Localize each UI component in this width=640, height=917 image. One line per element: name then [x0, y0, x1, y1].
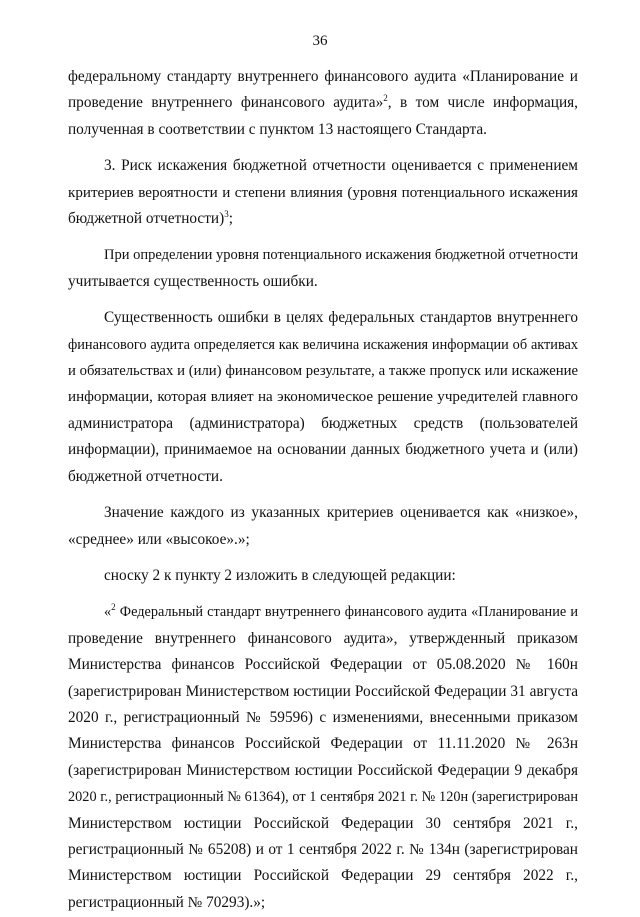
- text-fragment: , в том числе информация,: [387, 94, 578, 112]
- text-line: «среднее» или «высокое».»;: [68, 530, 250, 548]
- text-line: сноску 2 к пункту 2 изложить в следующей редакции:: [104, 566, 456, 584]
- document-body: [68, 64, 578, 916]
- text-fragment: ;: [228, 210, 233, 228]
- text-line: регистрационный № 70293).»;: [68, 893, 266, 911]
- text-line: 2020 г., регистрационный № 59596) с изменениями, внесенными приказом: [68, 708, 578, 726]
- paragraph-materiality-definition: [68, 305, 578, 490]
- text-line: и обязательствах и (или) финансовом результате, а также пропуск или искажение: [68, 363, 578, 380]
- text-line: бюджетной отчетности.: [68, 467, 223, 485]
- text-line: [68, 90, 578, 116]
- text-line: информации), принимаемое на основании данных бюджетного учета и (или): [68, 441, 578, 459]
- text-line: администратора (администратора) бюджетных средств (пользователей: [68, 414, 578, 432]
- page-number: 36: [312, 33, 328, 49]
- paragraph-footnote-text: [68, 599, 578, 916]
- text-line: федеральному стандарту внутреннего финансового аудита «Планирование и: [68, 68, 578, 85]
- text-fragment: бюджетной отчетности): [68, 210, 225, 228]
- text-line: полученная в соответствии с пунктом 13 настоящего Стандарта.: [68, 120, 487, 138]
- text-line: Министерством юстиции Российской Федерации 29 сентября 2022 г.,: [68, 867, 578, 885]
- text-line: информации, которая влияет на экономическое решение учредителей главного: [68, 389, 578, 406]
- text-line: (зарегистрирован Министерством юстиции Российской Федерации 31 августа: [68, 682, 578, 700]
- text-line: [68, 206, 578, 232]
- text-line: Значение каждого из указанных критериев оценивается как «низкое»,: [104, 504, 578, 522]
- text-line: 2020 г., регистрационный № 61364), от 1 сентября 2021 г. № 120н (зарегистрирован: [68, 789, 578, 806]
- footnote-ref: 3: [224, 208, 229, 219]
- text-line: (зарегистрирован Министерством юстиции Российской Федерации 9 декабря: [68, 761, 578, 779]
- text-line: 3. Риск искажения бюджетной отчетности оценивается с применением: [104, 157, 578, 175]
- text-line: регистрационный № 65208) и от 1 сентября 2022 г. № 134н (зарегистрирован: [68, 840, 578, 858]
- text-line: проведение внутреннего финансового аудита», утвержденный приказом: [68, 629, 578, 647]
- text-line: Министерства финансов Российской Федерации от 11.11.2020 № 263н: [68, 735, 578, 753]
- paragraph-continuation: [68, 64, 578, 143]
- text-line: учитывается существенность ошибки.: [68, 272, 318, 290]
- text-fragment: Федеральный стандарт внутреннего финансового аудита «Планирование и: [115, 604, 578, 621]
- text-fragment: проведение внутреннего финансового аудита»: [68, 94, 384, 112]
- paragraph-risk-assessment: [68, 153, 578, 232]
- text-line: финансового аудита определяется как величина искажения информации об активах: [68, 336, 578, 353]
- footnote-ref: 2: [111, 602, 116, 613]
- footnote-ref: 2: [383, 93, 388, 104]
- text-line: Министерством юстиции Российской Федерации 30 сентября 2021 г.,: [68, 814, 578, 832]
- paragraph-materiality-intro: [68, 242, 578, 295]
- text-fragment: «: [104, 604, 112, 621]
- paragraph-criteria-values: [68, 500, 578, 553]
- text-line: критериев вероятности и степени влияния (уровня потенциального искажения: [68, 184, 578, 201]
- text-line: [68, 599, 578, 625]
- text-line: Министерства финансов Российской Федерации от 05.08.2020 № 160н: [68, 656, 578, 674]
- text-line: Существенность ошибки в целях федеральных стандартов внутреннего: [104, 309, 578, 327]
- paragraph-footnote-instruction: [68, 563, 578, 589]
- text-line: При определении уровня потенциального искажения бюджетной отчетности: [104, 247, 579, 264]
